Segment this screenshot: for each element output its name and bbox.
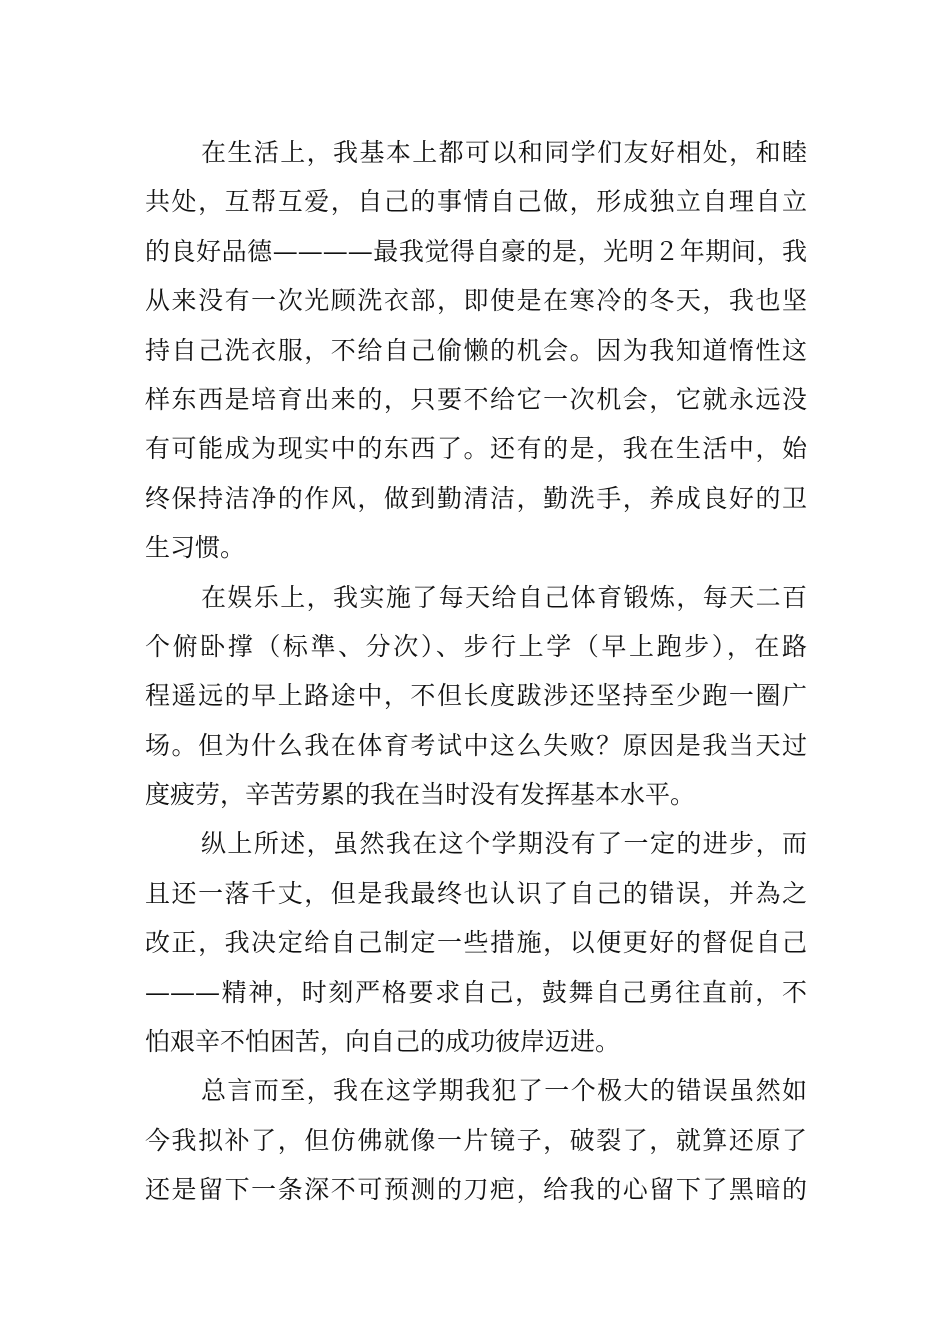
document-body	[145, 128, 807, 1215]
text-line: 程遥远的早上路途中，不但长度跋涉还坚持至少跑一圈广	[145, 681, 807, 711]
text-line: 还是留下一条深不可预测的刀疤，给我的心留下了黑暗的	[145, 1175, 807, 1205]
text-line: 生习惯。	[145, 533, 246, 563]
text-line: 样东西是培育出来的，只要不给它一次机会，它就永远没	[145, 384, 807, 414]
text-line: 纵上所述，虽然我在这个学期没有了一定的进步，而	[201, 829, 807, 859]
text-line: 改正，我决定给自己制定一些措施，以便更好的督促自己	[145, 928, 807, 958]
text-line: 个俯卧撑（标準、分次）、步行上学（早上跑步），在路	[145, 631, 807, 661]
text-line: 持自己洗衣服，不给自己偷懒的机会。因为我知道惰性这	[145, 335, 807, 365]
text-line: 度疲劳，辛苦劳累的我在当时没有发挥基本水平。	[145, 780, 696, 810]
paragraph	[145, 819, 807, 1066]
text-line: 且还一落千丈，但是我最终也认识了自己的错误，并為之	[145, 878, 807, 908]
text-line: 从来没有一次光顾洗衣部，即使是在寒冷的冬天，我也坚	[145, 286, 807, 316]
text-line: 在生活上，我基本上都可以和同学们友好相处，和睦	[201, 138, 807, 167]
text-line: 今我拟补了，但仿佛就像一片镜子，破裂了，就算还原了	[145, 1125, 807, 1155]
paragraph	[145, 1066, 807, 1214]
text-line: 总言而至，我在这学期我犯了一个极大的错误虽然如	[201, 1076, 807, 1106]
text-line: ———精神，时刻严格要求自己，鼓舞自己勇往直前，不	[145, 977, 807, 1007]
paragraph	[145, 573, 807, 820]
text-line: 共处，互帮互爱，自己的事情自己做，形成独立自理自立	[145, 187, 807, 217]
text-line: 终保持洁净的作风，做到勤清洁，勤洗手，养成良好的卫	[145, 483, 807, 513]
text-line: 的良好品德————最我觉得自豪的是，光明２年期间，我	[145, 236, 807, 266]
text-line: 场。但为什么我在体育考试中这么失败？原因是我当天过	[145, 730, 807, 760]
text-line: 在娱乐上，我实施了每天给自己体育锻炼，每天二百	[201, 582, 807, 612]
paragraph	[145, 128, 807, 573]
text-line: 有可能成为现实中的东西了。还有的是，我在生活中，始	[145, 434, 807, 464]
text-line: 怕艰辛不怕困苦，向自己的成功彼岸迈进。	[145, 1027, 621, 1057]
